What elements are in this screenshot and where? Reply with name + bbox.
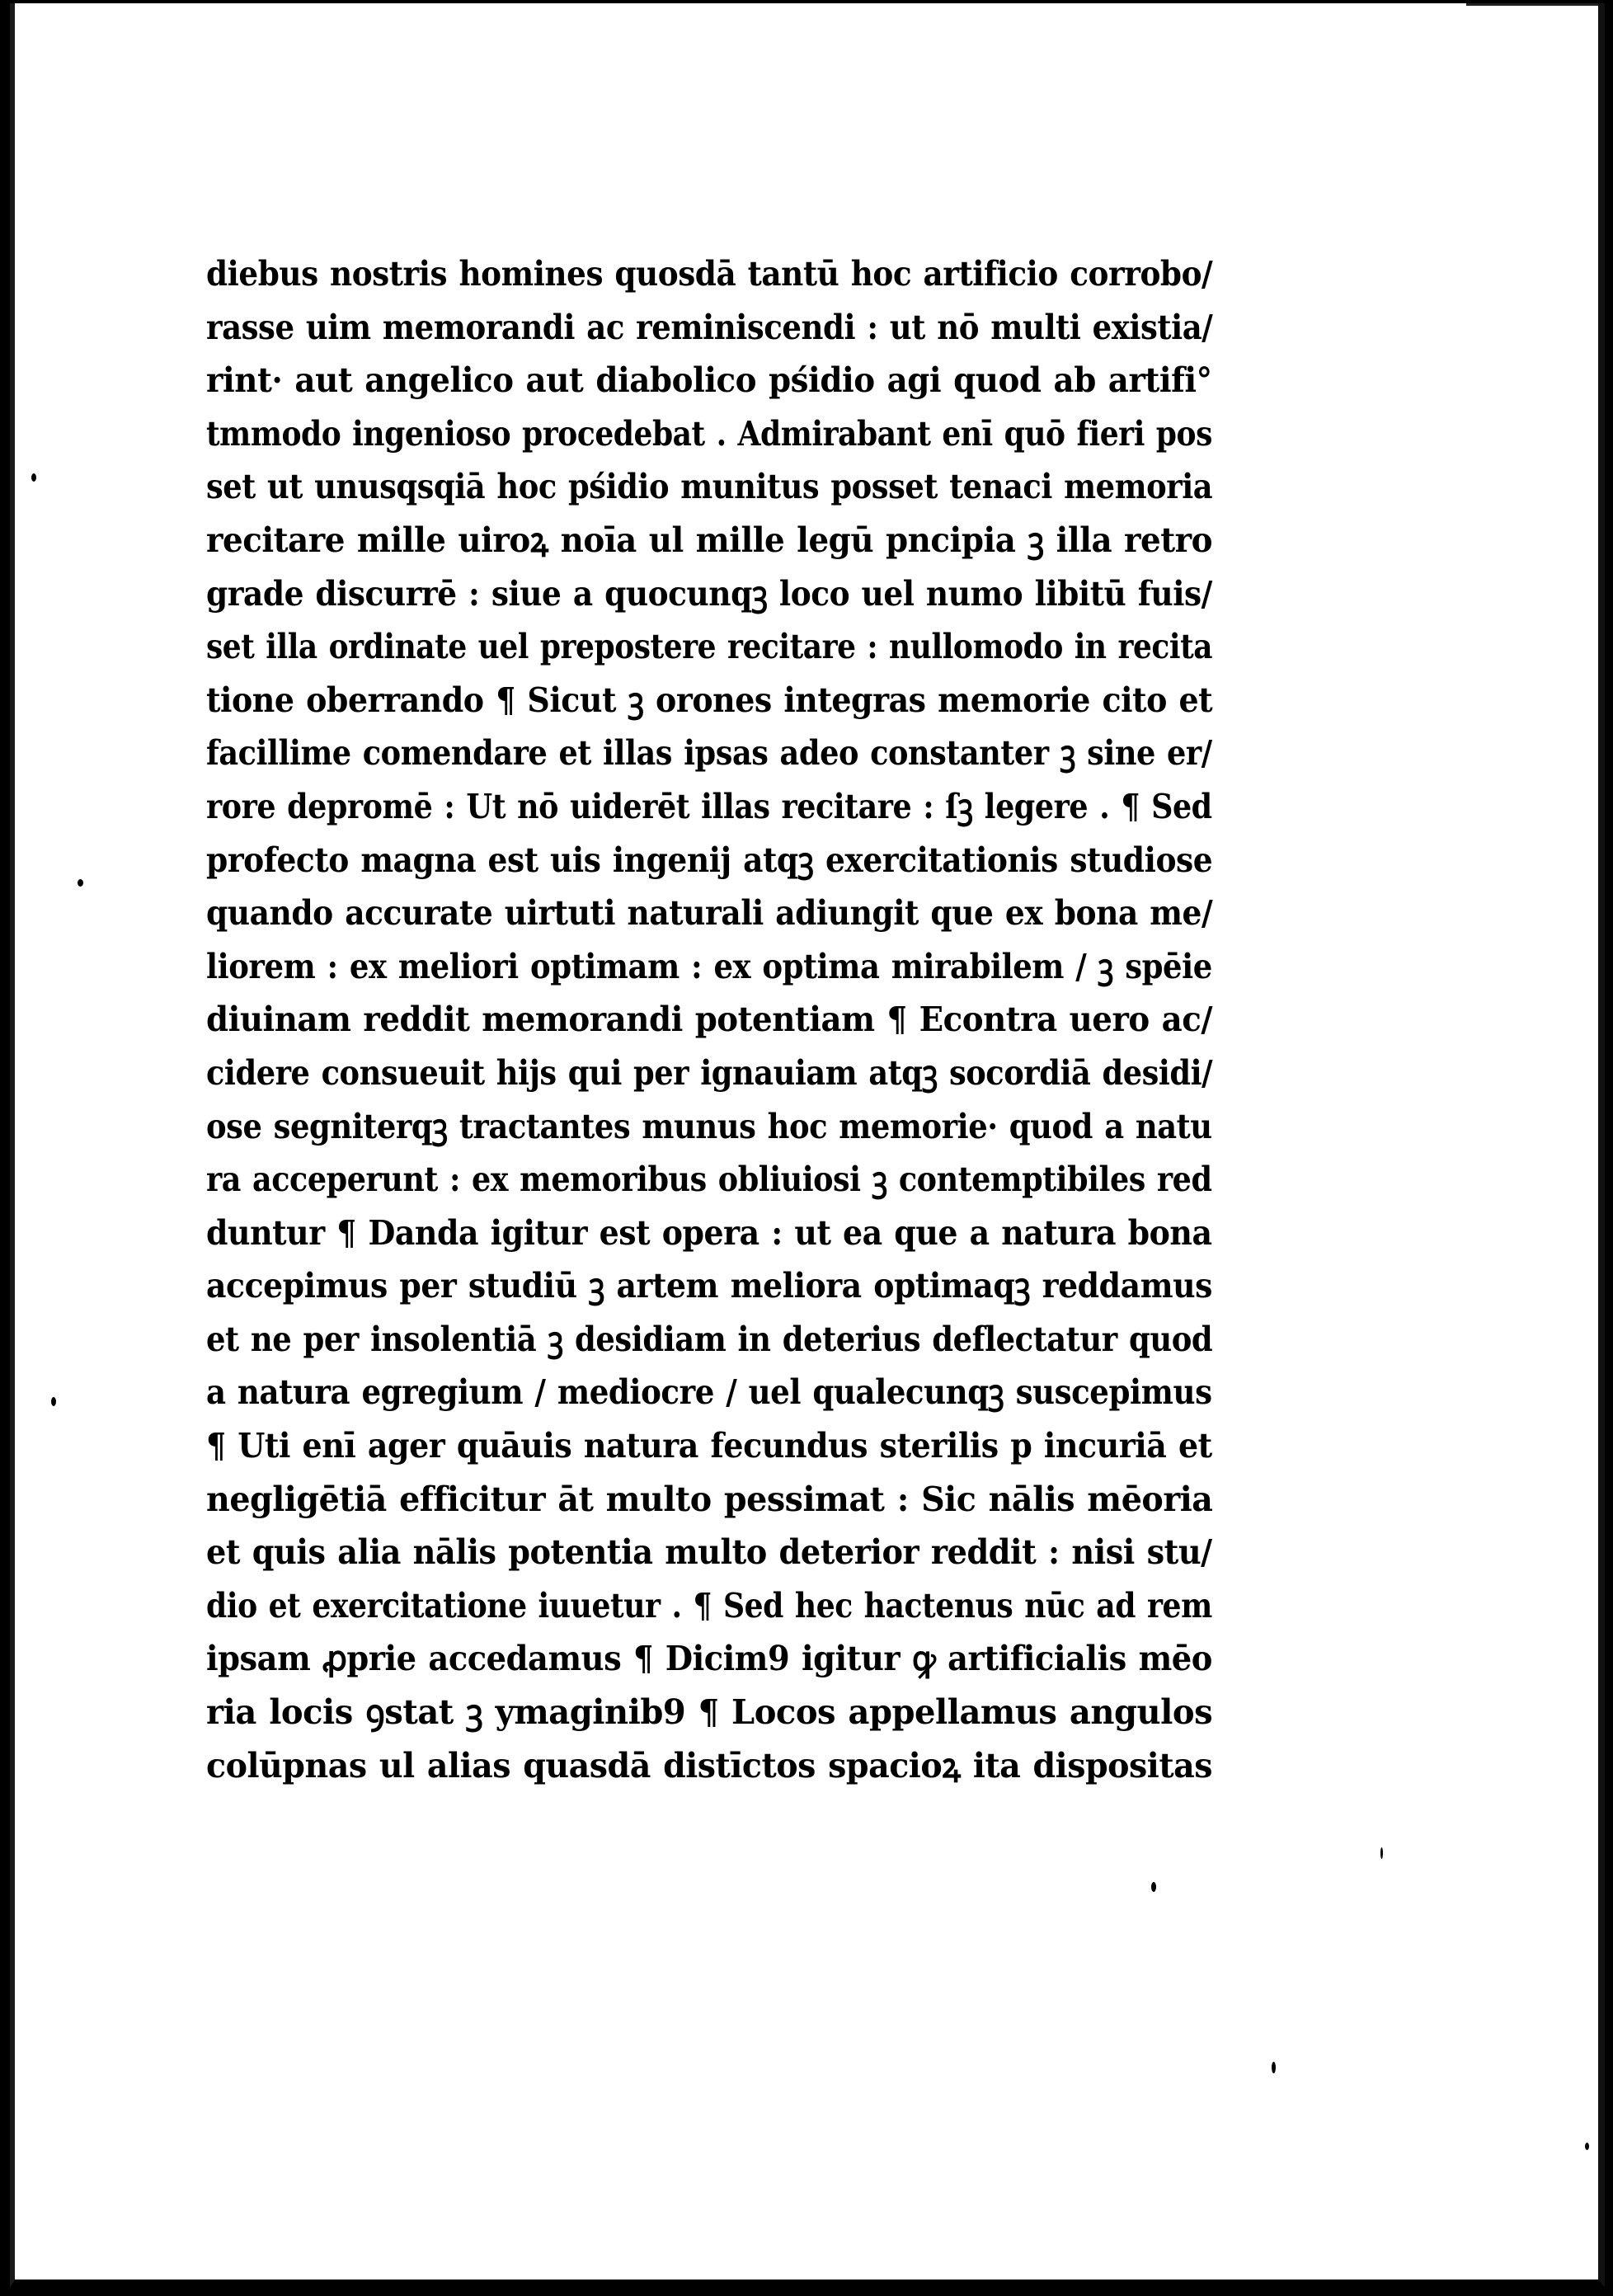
book-page xyxy=(10,3,1605,2288)
text-line: colūpnas ul alias quasdā distīctos spacioꝝ ita dispositas xyxy=(206,1745,1213,1786)
text-line: facillime comendare et illas ipsas adeo constanter ꝫ sine er/ xyxy=(206,733,1212,774)
text-line: ipsam ꝓprie accedamus ¶ Dicim9 igitur ꝙ artificialis mēo xyxy=(206,1639,1212,1679)
ink-speck xyxy=(1380,1847,1383,1859)
text-line: set ut unusqsqiā hoc pśidio munitus posset tenaci memoria xyxy=(206,467,1213,507)
text-line: cidere consueuit hijs qui per ignauiam atqꝫ socordiā desidi/ xyxy=(206,1052,1213,1093)
ink-speck xyxy=(1272,2062,1276,2073)
ink-speck xyxy=(51,1397,56,1406)
ink-speck xyxy=(1585,2143,1589,2150)
text-line: negligētiā efficitur āt multo pessimat : Sic nālis mēoria xyxy=(206,1479,1213,1519)
text-line: rore depromē : Ut nō uiderēt illas recitare : ſꝫ legere . ¶ Sed xyxy=(206,786,1212,826)
text-line: duntur ¶ Danda igitur est opera : ut ea que a natura bona xyxy=(206,1212,1212,1253)
page-edge-mark xyxy=(1466,3,1598,21)
text-line: liorem : ex meliori optimam : ex optima mirabilem / ꝫ spēie xyxy=(206,946,1212,986)
text-line: rint· aut angelico aut diabolico pśidio agi quod ab artifi° xyxy=(206,360,1212,401)
ink-speck xyxy=(1151,1882,1156,1892)
text-line: a natura egregium / mediocre / uel qualecunqꝫ suscepimus xyxy=(206,1372,1212,1413)
text-line: set illa ordinate uel prepostere recitare : nullomodo in recita xyxy=(206,627,1213,667)
ink-speck xyxy=(31,473,36,482)
text-line: diebus nostris homines quosdā tantū hoc artificio corrobo/ xyxy=(206,254,1213,294)
text-line: et quis alia nālis potentia multo deterior reddit : nisi stu/ xyxy=(206,1532,1212,1573)
incunable-text-block xyxy=(206,247,1212,1792)
text-line: profecto magna est uis ingenij atqꝫ exercitationis studiose xyxy=(206,840,1213,880)
text-line: et ne per insolentiā ꝫ desidiam in deterius deflectatur quod xyxy=(206,1319,1213,1359)
text-line: recitare mille uiroꝝ noīa ul mille legū pncipia ꝫ illa retro xyxy=(206,520,1213,560)
text-line: ose segniterqꝫ tractantes munus hoc memorie· quod a natu xyxy=(206,1106,1212,1146)
text-line: ria locis ꝯstat ꝫ ymaginib9 ¶ Locos appellamus angulos xyxy=(206,1692,1213,1733)
text-line: tmmodo ingenioso procedebat . Admirabant enī quō fieri pos xyxy=(206,413,1212,454)
text-line: ra acceperunt : ex memoribus obliuiosi ꝫ contemptibiles red xyxy=(206,1160,1212,1200)
text-line: dio et exercitatione iuuetur . ¶ Sed hec hactenus nūc ad rem xyxy=(206,1585,1212,1626)
text-line: tione oberrando ¶ Sicut ꝫ orones integras memorie cito et xyxy=(206,680,1213,720)
text-line: grade discurrē : siue a quocunqꝫ loco uel numo libitū fuis/ xyxy=(206,573,1212,614)
text-line: diuinam reddit memorandi potentiam ¶ Econtra uero ac/ xyxy=(206,1000,1213,1040)
text-line: accepimus per studiū ꝫ artem meliora optimaqꝫ reddamus xyxy=(206,1266,1212,1306)
text-line: rasse uim memorandi ac reminiscendi : ut nō multi existia/ xyxy=(206,307,1213,347)
text-line: ¶ Uti enī ager quāuis natura fecundus sterilis p incuriā et xyxy=(206,1426,1212,1466)
ink-speck xyxy=(78,879,83,887)
text-line: quando accurate uirtuti naturali adiungit que ex bona me/ xyxy=(206,893,1213,934)
